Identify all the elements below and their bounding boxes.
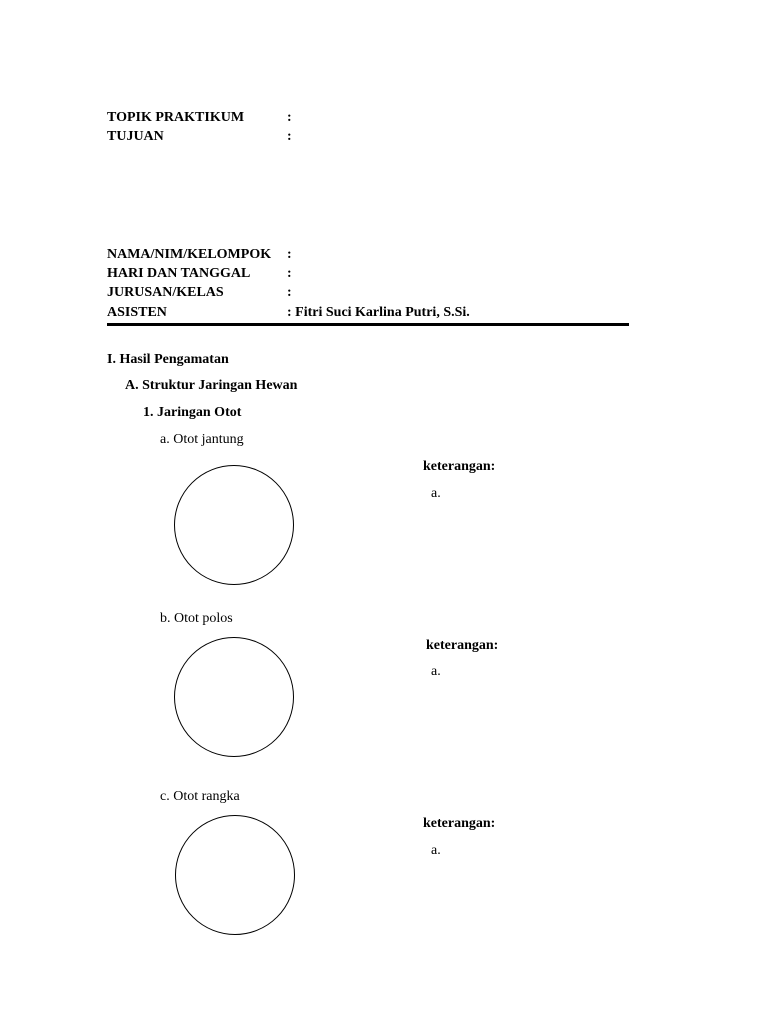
drawing-circle-otot-polos: [174, 637, 294, 757]
topik-praktikum-label: TOPIK PRAKTIKUM: [107, 110, 245, 125]
subsection-heading: A. Struktur Jaringan Hewan: [125, 378, 298, 393]
nama-nim-kelompok-label: NAMA/NIM/KELOMPOK: [107, 247, 272, 262]
nama-nim-kelompok-colon: :: [287, 247, 292, 262]
jurusan-kelas-colon: :: [287, 285, 292, 300]
keterangan-point: a.: [431, 664, 441, 679]
hari-tanggal-colon: :: [287, 266, 292, 281]
topik-praktikum-colon: :: [287, 110, 292, 125]
drawing-circle-otot-rangka: [175, 815, 295, 935]
subsubsection-heading: 1. Jaringan Otot: [143, 405, 242, 420]
tujuan-colon: :: [287, 129, 292, 144]
keterangan-point: a.: [431, 843, 441, 858]
tujuan-label: TUJUAN: [107, 129, 164, 144]
drawing-circle-otot-jantung: [174, 465, 294, 585]
keterangan-point: a.: [431, 486, 441, 501]
jurusan-kelas-label: JURUSAN/KELAS: [107, 285, 224, 300]
item-title-otot-rangka: c. Otot rangka: [160, 789, 240, 804]
header-divider: [107, 323, 629, 326]
asisten-value: : Fitri Suci Karlina Putri, S.Si.: [287, 305, 470, 320]
asisten-label: ASISTEN: [107, 305, 167, 320]
keterangan-label: keterangan:: [426, 638, 499, 653]
item-title-otot-jantung: a. Otot jantung: [160, 432, 244, 447]
keterangan-label: keterangan:: [423, 459, 496, 474]
item-title-otot-polos: b. Otot polos: [160, 611, 233, 626]
hari-tanggal-label: HARI DAN TANGGAL: [107, 266, 251, 281]
section-heading: I. Hasil Pengamatan: [107, 352, 229, 367]
keterangan-label: keterangan:: [423, 816, 496, 831]
